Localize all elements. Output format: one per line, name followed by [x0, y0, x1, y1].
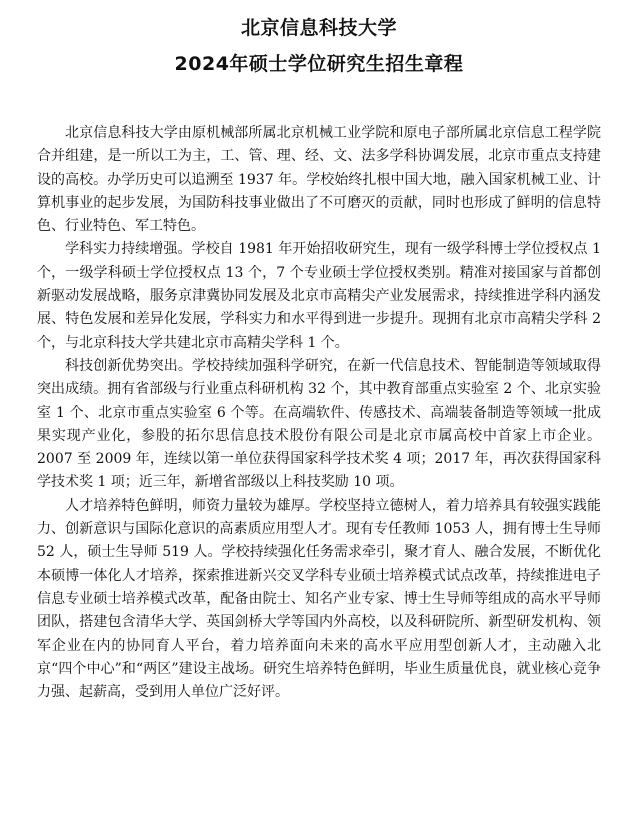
document-title-charter: 2024年硕士学位研究生招生章程 — [174, 53, 464, 75]
paragraph-introduction: 北京信息科技大学由原机械部所属北京机械工业学院和原电子部所属北京信息工程学院合并组建，是一所以工为主，工、管、理、经、文、法多学科协调发展，北京市重点支持建设的高校。办学历史可以追溯至 1937 年。学校始终扎根中国大地，融入国家机械工业、计算机事业的起步发展，为国防科技事业做出了不可磨灭的贡献，同时也形成了鲜明的信息特色、行业特色、军工特色。 — [37, 125, 601, 235]
paragraph-discipline-strength: 学科实力持续增强。学校自 1981 年开始招收研究生，现有一级学科博士学位授权点 1 个，一级学科硕士学位授权点 13 个，7 个专业硕士学位授权类别。精准对接国家与首都创新驱动发展战略，服务京津冀协同发展及北京市高精尖产业发展需求，持续推进学科内涵发展、特色发展和差异化发展，学科实力和水平得到进一步提升。现拥有北京市高精尖学科 2 个，与北京科技大学共建北京市高精尖学科 1 个。 — [37, 241, 601, 351]
document-title-university: 北京信息科技大学 — [240, 17, 397, 39]
paragraph-talent-cultivation: 人才培养特色鲜明，师资力量较为雄厚。学校坚持立德树人，着力培养具有较强实践能力、创新意识与国际化意识的高素质应用型人才。现有专任教师 1053 人，拥有博士生导师 52 人，硕士生导师 519 人。学校持续强化任务需求牵引，聚才育人、融合发展，不断优化本硕博一体化人才培养，探索推进新兴交叉学科专业硕士培养模式试点改革，持续推进电子信息专业硕士培养模式改革，配备由院士、知名产业专家、博士生导师等组成的高水平导师团队，搭建包含清华大学、英国剑桥大学等国内外高校，以及科研院所、新型研发机构、领军企业在内的协同育人平台，着力培养面向未来的高水平应用型创新人才，主动融入北京“四个中心”和“两区”建设主战场。研究生培养特色鲜明，毕业生质量优良，就业核心竞争力强、起薪高，受到用人单位广泛好评。 — [37, 497, 601, 701]
paragraph-research-innovation: 科技创新优势突出。学校持续加强科学研究，在新一代信息技术、智能制造等领域取得突出成绩。拥有省部级与行业重点科研机构 32 个，其中教育部重点实验室 2 个、北京实验室 1 个、北京市重点实验室 6 个等。在高端软件、传感技术、高端装备制造等领域一批成果实现产业化，参股的拓尔思信息技术股份有限公司是北京市属高校中首家上市企业。2007 至 2009 年，连续以第一单位获得国家科学技术奖 4 项；2017 年，再次获得国家科学技术奖 1 项；近三年，新增省部级以上科技奖励 10 项。 — [37, 357, 601, 491]
